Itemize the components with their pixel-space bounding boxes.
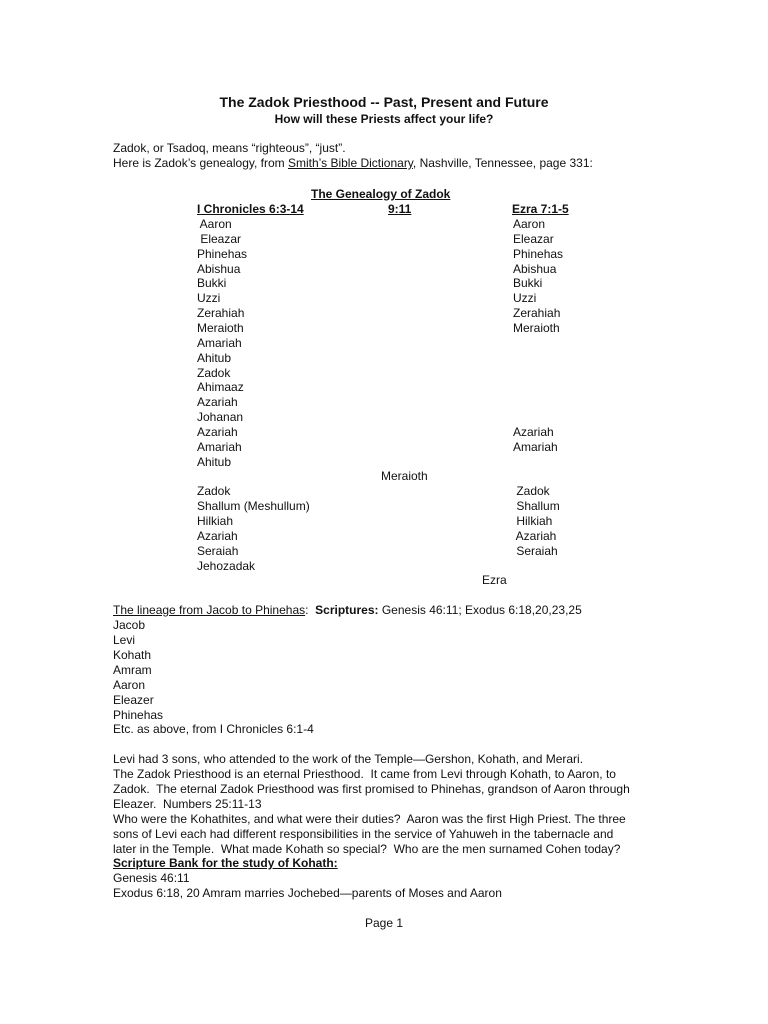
- chronicles-name: Hilkiah: [197, 514, 234, 528]
- ezra-name: Meraioth: [513, 320, 560, 335]
- ezra-name: Abishua: [513, 261, 557, 276]
- document-subtitle: How will these Priests affect your life?: [274, 112, 494, 126]
- chronicles-name: Abishua: [197, 261, 241, 276]
- ezra-name: Azariah: [513, 528, 557, 543]
- ezra-name: Aaron: [513, 217, 546, 231]
- paragraph-line: Eleazer. Numbers 25:11-13: [113, 797, 262, 811]
- ezra-name: Seraiah: [513, 543, 558, 558]
- lineage-name: Aaron: [113, 678, 146, 692]
- ezra-name: Amariah: [513, 439, 558, 454]
- chronicles-name: Ahitub: [197, 454, 232, 469]
- intro-line-2-prefix: Here is Zadok’s genealogy, from: [113, 156, 288, 170]
- page-number: Page 1: [365, 916, 404, 930]
- paragraph-line: Who were the Kohathites, and what were their duties? Aaron was the first High Priest. The three: [113, 812, 626, 826]
- chronicles-name: Ahitub: [197, 350, 232, 365]
- chronicles-name: Aaron: [197, 217, 232, 231]
- lineage-etc: Etc. as above, from I Chronicles 6:1-4: [113, 722, 314, 736]
- paragraph-line: The Zadok Priesthood is an eternal Priesthood. It came from Levi through Kohath, to Aaron, to: [113, 767, 616, 781]
- ezra-name: Uzzi: [513, 291, 537, 306]
- lineage-name: Phinehas: [113, 708, 164, 722]
- lineage-heading-line: [113, 603, 582, 617]
- ezra-name: Hilkiah: [513, 514, 553, 528]
- document-title: The Zadok Priesthood -- Past, Present and Future: [219, 94, 549, 110]
- ezra-name: Eleazar: [513, 231, 554, 246]
- chronicles-name: Amariah: [197, 439, 242, 454]
- chronicles-name: Meraioth: [197, 320, 244, 335]
- lineage-name: Eleazer: [113, 693, 154, 707]
- intro-line-2-suffix: , Nashville, Tennessee, page 331:: [412, 156, 593, 170]
- chronicles-name: Azariah: [197, 424, 238, 439]
- scriptures-label: Scriptures:: [315, 603, 379, 617]
- column-header-ezra: Ezra 7:1-5: [512, 202, 569, 216]
- chronicles-name: Jehozadak: [197, 558, 256, 573]
- chronicles-name: Johanan: [197, 410, 244, 425]
- meraioth-9-11-entry: Meraioth: [381, 469, 428, 483]
- chronicles-name: Seraiah: [197, 543, 239, 558]
- ezra-name: Phinehas: [513, 246, 564, 261]
- ezra-name: Bukki: [513, 276, 543, 291]
- lineage-heading: The lineage from Jacob to Phinehas: [113, 603, 306, 617]
- ezra-name: Zerahiah: [513, 306, 561, 321]
- bible-dictionary-reference: Smith’s Bible Dictionary: [287, 156, 413, 170]
- chronicles-name: Eleazar: [197, 231, 242, 246]
- chronicles-name: Bukki: [197, 276, 227, 291]
- paragraph-line: later in the Temple. What made Kohath so special? Who are the men surnamed Cohen today?: [113, 842, 621, 856]
- lineage-colon: :: [305, 603, 309, 617]
- column-header-9-11: 9:11: [388, 202, 412, 216]
- paragraph-line: Levi had 3 sons, who attended to the work of the Temple—Gershon, Kohath, and Merari.: [113, 752, 584, 766]
- ezra-name: Zadok: [513, 484, 550, 499]
- column-header-chronicles: I Chronicles 6:3-14: [197, 202, 304, 216]
- ezra-name: Azariah: [513, 424, 554, 439]
- chronicles-name: Uzzi: [197, 291, 221, 306]
- scriptures-references: Genesis 46:11; Exodus 6:18,20,23,25: [378, 603, 582, 617]
- chronicles-name: Shallum (Meshullum): [197, 499, 310, 514]
- scripture-bank-item: Genesis 46:11: [113, 871, 190, 885]
- scripture-bank-heading: Scripture Bank for the study of Kohath:: [113, 856, 338, 870]
- chronicles-name: Amariah: [197, 335, 242, 350]
- intro-line-2: [113, 156, 593, 170]
- chronicles-name: Zerahiah: [197, 306, 245, 321]
- chronicles-name: Phinehas: [197, 246, 248, 261]
- paragraph-line: sons of Levi each had different responsibilities in the service of Yahuweh in the tabernacle and: [113, 827, 614, 841]
- lineage-name: Kohath: [113, 648, 152, 662]
- chronicles-name: Azariah: [197, 528, 238, 543]
- lineage-name: Jacob: [113, 618, 146, 632]
- chronicles-name: Zadok: [197, 365, 231, 380]
- scripture-bank-item: Exodus 6:18, 20 Amram marries Jochebed—parents of Moses and Aaron: [113, 886, 502, 900]
- chronicles-name: Azariah: [197, 395, 238, 410]
- paragraph-line: Zadok. The eternal Zadok Priesthood was first promised to Phinehas, grandson of Aaron through: [113, 782, 630, 796]
- ezra-name: Shallum: [513, 499, 560, 514]
- chronicles-name: Zadok: [197, 484, 231, 499]
- lineage-name: Levi: [113, 633, 136, 647]
- lineage-name: Amram: [113, 663, 152, 677]
- chronicles-name: Ahimaaz: [197, 380, 244, 395]
- genealogy-heading: The Genealogy of Zadok: [311, 187, 451, 201]
- ezra-entry: Ezra: [482, 573, 507, 587]
- intro-line-1: Zadok, or Tsadoq, means “righteous”, “just”.: [113, 141, 346, 155]
